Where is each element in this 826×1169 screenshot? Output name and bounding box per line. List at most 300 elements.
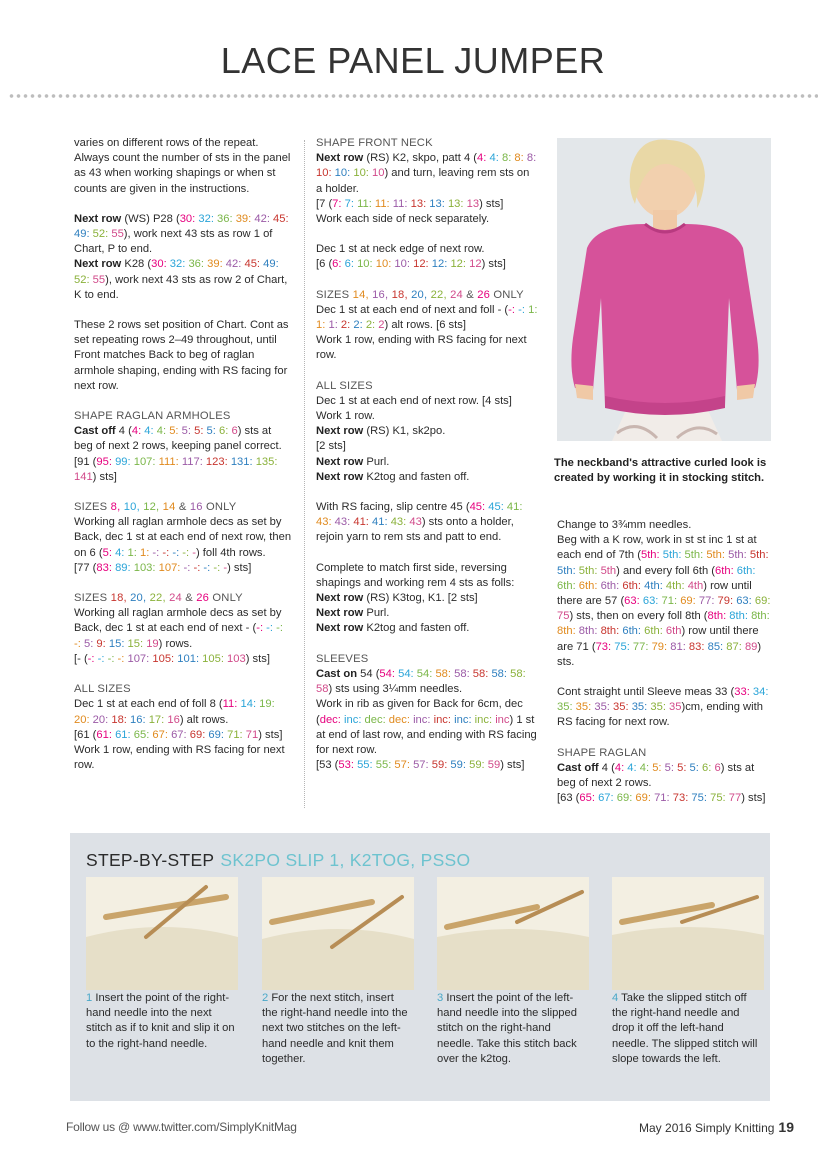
size-value: 63 (624, 595, 637, 608)
size-value: 35 (613, 701, 626, 714)
size-value: 6 (714, 761, 721, 774)
size-value: 34 (752, 686, 766, 699)
size-value: 77 (632, 640, 646, 653)
jumper-photo-illustration (557, 138, 771, 441)
size-value: 79 (717, 595, 730, 608)
size-value: 10 (353, 167, 366, 180)
size-value: 13 (466, 197, 480, 210)
step-1-text: 1 Insert the point of the right-hand needle into the next stitch as if to knit and slip it on to the right-hand needle. (86, 992, 235, 1050)
size-value: 105 (152, 652, 172, 665)
size-value: - (203, 561, 208, 574)
size-value: 35 (650, 701, 663, 714)
size-value: 16 (372, 288, 385, 301)
size-value: 107 (133, 455, 153, 468)
size-value: - (87, 652, 92, 665)
step-1-knitting-illustration (86, 877, 238, 990)
neck-sep: Work each side of neck separately. (316, 213, 490, 226)
size-value: 71 (654, 792, 667, 805)
size-value: 12 (143, 501, 157, 514)
size-value: 13 (447, 197, 461, 210)
size-value: 2 (340, 319, 348, 332)
size-value: 15 (108, 637, 122, 650)
size-value: 20 (130, 592, 143, 605)
size-value: 41 (353, 516, 366, 529)
size-value: 58 (510, 667, 523, 680)
sleeve-cast-off-sts: [63 (65: 67: 69: 69: 71: 73: 75: 75: 77) sts] (557, 792, 766, 805)
size-value: 71 (227, 728, 240, 741)
size-value: 5 (102, 546, 109, 559)
size-value: 5th (640, 549, 657, 562)
size-value: - (518, 303, 522, 316)
step-by-step-title: STEP-BY-STEP SK2PO SLIP 1, K2TOG, PSSO (86, 850, 471, 870)
sizes-a-text: Working all raglan armhole decs as set by Back, dec 1 st at each end of next row, then on 6 (5: 4: 1: 1: -: -: -: -: -) foll 4th rows. (74, 516, 292, 559)
size-value: 55 (111, 228, 124, 241)
size-value: 11 (374, 197, 387, 210)
size-value: 101 (177, 652, 196, 665)
size-value: 42 (254, 212, 267, 225)
size-value: 83 (96, 561, 109, 574)
sizes-b-sts: [- (-: -: -: -: 107: 105: 101: 105: 103) sts] (74, 652, 270, 665)
sizes-b-text: Working all raglan armhole decs as set by Back, dec 1 st at each end of next - (-: -: -: -: 5: 9: 15: 15: 19) rows. (74, 607, 283, 650)
size-value: 1 (328, 319, 335, 332)
all-line-5: Next row Purl. (316, 455, 390, 468)
increase-text: Beg with a K row, work in st st inc 1 st at each end of 7th (5th: 5th: 5th: 5th: 5th: 5th: 5th: 5th: 5th) and every foll 6th (6th: 6th: 6th: 6th: 6th: 6th: 4th: 4th: 4th) row until there are 57 (63: 63: 71: 69: 77: 79: 63: 69: 75) sts, then on every foll 8th (8th: 8th: 8th: 8th: 8th: 8th: 6th: 6th: 6th) row until there are 71 (73: 75: 77: 79: 81: 83: 85: 87: 89) sts. (557, 534, 771, 668)
size-value: 73 (595, 640, 609, 653)
size-value: 65 (579, 792, 592, 805)
size-value: 59 (450, 759, 463, 772)
complete-line-1: Next row (RS) K3tog, K1. [2 sts] (316, 592, 478, 605)
size-value: dec (388, 713, 407, 726)
size-value: 5 (83, 637, 91, 650)
jumper-photo (557, 138, 771, 441)
size-value: 35 (669, 701, 682, 714)
size-value: 16 (189, 501, 203, 514)
size-value: 7 (344, 197, 351, 210)
size-value: 2 (378, 319, 385, 332)
neck-row: Next row (RS) K2, skpo, patt 4 (4: 4: 8: 8: 8: 10: 10: 10: 10) and turn, leaving rem sts on a holder. (316, 152, 537, 195)
size-value: 33 (734, 686, 747, 699)
size-value: 69 (189, 728, 203, 741)
size-value: 45 (273, 212, 286, 225)
size-value: 141 (74, 470, 93, 483)
size-value: 54 (416, 667, 430, 680)
size-value: 20 (74, 713, 87, 726)
size-value: 1 (528, 303, 535, 316)
size-value: 18 (111, 713, 124, 726)
page-number: 19 (778, 1119, 794, 1135)
size-value: 11 (357, 197, 369, 210)
size-value: 4 (627, 761, 634, 774)
size-value: 43 (334, 516, 348, 529)
all-line-1: Dec 1 st at each end of next row. [4 sts] (316, 394, 512, 407)
size-value: 73 (672, 792, 686, 805)
size-value: 117 (181, 455, 200, 468)
size-value: 22 (430, 288, 444, 301)
step-3-image (437, 877, 589, 990)
size-value: 57 (413, 759, 426, 772)
size-value: 81 (670, 640, 683, 653)
size-value: 22 (149, 592, 163, 605)
size-value: 58 (454, 667, 467, 680)
size-value: 13 (429, 197, 442, 210)
size-value: 103 (133, 561, 153, 574)
size-value: 5th (662, 549, 679, 562)
page-title: LACE PANEL JUMPER (220, 40, 606, 81)
size-value: 67 (598, 792, 611, 805)
size-value: 5 (206, 425, 213, 438)
size-value: 59 (487, 759, 501, 772)
size-value: 59 (469, 759, 482, 772)
complete-line-2: Next row Purl. (316, 607, 390, 620)
size-value: 59 (431, 759, 445, 772)
size-value: 58 (435, 667, 448, 680)
size-value: 41 (506, 501, 520, 514)
size-value: 5 (181, 425, 188, 438)
size-value: 55 (375, 759, 389, 772)
size-value: - (97, 652, 102, 665)
size-value: 5 (677, 761, 684, 774)
size-value: 77 (698, 595, 712, 608)
sleeves-heading: SLEEVES (316, 652, 369, 665)
size-value: 58 (472, 667, 486, 680)
size-value: 42 (225, 258, 239, 271)
size-value: dec (364, 713, 383, 726)
size-value: 95 (96, 455, 109, 468)
sizes-a-heading: SIZES 8, 10, 12, 14 & 16 ONLY (74, 501, 237, 514)
step-by-step-panel (70, 833, 770, 1101)
size-value: 6th (736, 564, 753, 577)
size-value: 65 (133, 728, 147, 741)
size-value: 69 (635, 792, 648, 805)
cast-off-row: Cast off 4 (4: 4: 4: 5: 5: 5: 5: 6: 6) sts at beg of next 2 rows, keeping panel correct. [91 (95: 99: 107: 111: 117: 123: 131: 135: 141) sts] (74, 425, 282, 483)
size-value: 4th (687, 579, 704, 592)
size-value: - (266, 622, 270, 635)
size-value: 8 (526, 152, 534, 165)
size-value: 6th (622, 579, 638, 592)
size-value: 39 (207, 258, 220, 271)
all-line-3: Next row (RS) K1, sk2po. (316, 425, 446, 438)
size-value: 8th (707, 610, 724, 623)
size-value: 87 (726, 640, 739, 653)
size-value: 5 (194, 425, 201, 438)
size-value: 11 (392, 197, 405, 210)
size-value: - (213, 561, 218, 574)
size-value: - (276, 622, 280, 635)
size-value: 85 (707, 640, 721, 653)
size-value: 12 (431, 258, 445, 271)
size-value: 39 (235, 212, 249, 225)
size-value: 107 (158, 561, 178, 574)
size-value: 10 (372, 167, 385, 180)
size-value: 8 (501, 152, 509, 165)
size-value: 19 (146, 637, 159, 650)
size-value: 5th (728, 549, 744, 562)
size-value: - (107, 652, 112, 665)
size-value: 8th (729, 610, 745, 623)
size-value: 6th (600, 579, 617, 592)
size-value: 83 (688, 640, 702, 653)
size-value: 12 (413, 258, 426, 271)
size-value: 16 (130, 713, 143, 726)
slip-text: With RS facing, slip centre 45 (45: 45: 41: 43: 43: 41: 41: 43: 43) sts onto a holder, rejoin yarn to rem sts and patt to end. (316, 501, 523, 544)
size-value: 35 (631, 701, 645, 714)
size-value: 35 (575, 701, 589, 714)
all-sizes-heading-2: ALL SIZES (316, 379, 373, 392)
raglan-heading: SHAPE RAGLAN ARMHOLES (74, 410, 231, 423)
size-value: 30 (151, 258, 164, 271)
size-value: 6th (622, 625, 638, 638)
column-divider-1 (304, 140, 305, 808)
all-sizes-sts: [61 (61: 61: 65: 67: 67: 69: 69: 71: 71) sts] (74, 728, 283, 741)
size-value: 36 (188, 258, 201, 271)
step-4-image (612, 877, 764, 990)
all-line-2: Work 1 row. (316, 410, 375, 423)
size-value: 4th (644, 579, 660, 592)
size-value: 53 (338, 759, 351, 772)
sleeve-cast-on: Cast on 54 (54: 54: 54: 58: 58: 58: 58: 58: 58) sts using 3¼mm needles. (316, 667, 526, 696)
size-value: 2 (365, 319, 373, 332)
size-value: 16 (167, 713, 180, 726)
size-value: 35 (557, 701, 570, 714)
size-value: 12 (450, 258, 463, 271)
size-value: 69 (208, 728, 221, 741)
size-value: 8th (557, 625, 573, 638)
size-value: 8th (600, 625, 617, 638)
size-value: 26 (477, 288, 491, 301)
size-value: 77 (728, 792, 742, 805)
size-value: 9 (96, 637, 103, 650)
size-value: 67 (152, 728, 165, 741)
change-needles: Change to 3¾mm needles. (557, 519, 692, 531)
all-sizes-heading: ALL SIZES (74, 683, 131, 696)
size-value: 61 (115, 728, 128, 741)
size-value: 10 (357, 258, 370, 271)
rib-text: Work in rib as given for Back for 6cm, dec (dec: inc: dec: dec: inc: inc: inc: inc: inc) 1 st at end of last row, and ending with RS facing for next row. (316, 698, 537, 756)
size-value: 45 (244, 258, 257, 271)
size-value: 57 (394, 759, 407, 772)
size-value: 6th (665, 625, 682, 638)
size-value: 5 (689, 761, 696, 774)
size-value: 32 (169, 258, 183, 271)
size-value: 103 (227, 652, 246, 665)
size-value: 8 (514, 152, 521, 165)
size-value: 89 (115, 561, 128, 574)
size-value: 13 (410, 197, 424, 210)
size-value: 1 (127, 546, 134, 559)
sizes-end: Work 1 row, ending with RS facing for next row. (316, 334, 527, 362)
size-value: 12 (469, 258, 482, 271)
size-value: 1 (316, 319, 323, 332)
sizes-a-sts: [77 (83: 89: 103: 107: -: -: -: -: -) sts] (74, 561, 252, 574)
size-value: 89 (744, 640, 758, 653)
size-value: 1 (139, 546, 147, 559)
size-value: 4 (477, 152, 484, 165)
size-value: 55 (357, 759, 370, 772)
complete-line-3: Next row K2tog and fasten off. (316, 622, 470, 635)
size-value: 10 (123, 501, 137, 514)
size-value: 6 (332, 258, 339, 271)
size-value: 52 (92, 228, 106, 241)
size-value: 54 (398, 667, 411, 680)
complete-text: Complete to match first side, reversing shapings and working rem 4 sts as folls: (316, 561, 515, 589)
neck-sts: [7 (7: 7: 11: 11: 11: 13: 13: 13: 13) sts] (316, 197, 504, 210)
size-value: 49 (263, 258, 276, 271)
size-value: 4 (115, 546, 122, 559)
size-value: inc (413, 713, 428, 726)
size-value: 17 (148, 713, 162, 726)
size-value: 10 (334, 167, 348, 180)
column-2 (316, 136, 538, 773)
size-value: 111 (158, 455, 176, 468)
size-value: 10 (394, 258, 407, 271)
size-value: - (256, 622, 260, 635)
size-value: 6th (644, 625, 660, 638)
size-value: 4 (156, 425, 163, 438)
set-text: These 2 rows set position of Chart. Cont as set repeating rows 2–49 throughout, until Front matches Back to beg of raglan armhole shaping, ending with RS facing for next row. (74, 319, 289, 392)
sizes-b-heading: SIZES 18, 20, 22, 24 & 26 ONLY (74, 592, 243, 605)
size-value: - (192, 546, 196, 559)
size-value: 75 (710, 792, 723, 805)
all-line-4: [2 sts] (316, 440, 346, 453)
size-value: 36 (217, 212, 230, 225)
size-value: 52 (74, 273, 87, 286)
size-value: 107 (127, 652, 147, 665)
size-value: - (172, 546, 177, 559)
size-value: 5th (557, 564, 573, 577)
step-3-text: 3 Insert the point of the left-hand needle into the slipped stitch on the right-hand needle. Take this stitch back over the k2tog. (437, 992, 577, 1065)
size-value: inc (474, 713, 489, 726)
size-value: 4th (665, 579, 682, 592)
cont-text: Cont straight until Sleeve meas 33 (33: 34: 35: 35: 35: 35: 35: 35: 35)cm, ending with RS facing for next row. (557, 686, 769, 729)
size-value: 63 (642, 595, 656, 608)
size-value: 2 (353, 319, 360, 332)
size-value: 5 (664, 761, 671, 774)
size-value: 75 (691, 792, 704, 805)
size-value: - (74, 637, 78, 650)
size-value: 58 (316, 683, 329, 696)
column-1 (74, 136, 292, 773)
size-value: 69 (680, 595, 693, 608)
size-value: 58 (491, 667, 504, 680)
size-value: 54 (379, 667, 392, 680)
size-value: 18 (391, 288, 405, 301)
size-value: 49 (74, 228, 87, 241)
size-value: 67 (171, 728, 184, 741)
all-sizes-text: Dec 1 st at each end of foll 8 (11: 14: 19: 20: 20: 18: 16: 17: 16) alt rows. (74, 698, 275, 726)
size-value: 105 (202, 652, 221, 665)
sizes-text: Dec 1 st at each end of next and foll - (-: -: 1: 1: 1: 2: 2: 2: 2) alt rows. [6 sts] (316, 303, 538, 332)
footer-issue: May 2016 Simply Knitting 19 (639, 1119, 794, 1135)
size-value: 6 (702, 761, 709, 774)
size-value: - (223, 561, 228, 574)
size-value: 24 (169, 592, 182, 605)
size-value: 135 (255, 455, 275, 468)
size-value: 19 (259, 698, 272, 711)
size-value: 43 (390, 516, 404, 529)
size-value: 11 (222, 698, 235, 711)
size-value: 69 (616, 792, 630, 805)
size-value: 32 (198, 212, 211, 225)
intro-text: varies on different rows of the repeat. Always count the number of sts in the panel as 43 when working shapings or when st counts are given in the instructions. (74, 137, 291, 195)
size-value: 43 (316, 516, 329, 529)
size-value: 15 (127, 637, 140, 650)
size-value: 75 (557, 610, 570, 623)
size-value: 10 (375, 258, 389, 271)
size-value: 45 (488, 501, 501, 514)
front-neck-heading: SHAPE FRONT NECK (316, 137, 433, 149)
size-value: 6 (344, 258, 351, 271)
size-value: 71 (245, 728, 259, 741)
size-value: 14 (352, 288, 366, 301)
size-value: 8th (751, 610, 767, 623)
rs-row: Next row K28 (30: 32: 36: 39: 42: 45: 49: 52: 55), work next 43 sts as row 2 of Chart, K to end. (74, 258, 288, 301)
size-value: 5th (578, 564, 595, 577)
sizes-heading: SIZES 14, 16, 18, 20, 22, 24 & 26 ONLY (316, 288, 524, 301)
size-value: 4 (131, 425, 139, 438)
size-value: 6th (715, 564, 731, 577)
column-3 (557, 518, 773, 806)
rib-sts: [53 (53: 55: 55: 57: 57: 59: 59: 59: 59) sts] (316, 759, 525, 772)
size-value: - (162, 546, 167, 559)
size-value: - (193, 561, 198, 574)
size-value: 45 (469, 501, 483, 514)
footer-twitter[interactable]: Follow us @ www.twitter.com/SimplyKnitMag (66, 1120, 297, 1134)
size-value: - (183, 561, 188, 574)
size-value: 24 (450, 288, 463, 301)
size-value: 30 (179, 212, 193, 225)
size-value: 5th (706, 549, 722, 562)
size-value: inc (495, 713, 510, 726)
size-value: 5th (749, 549, 766, 562)
step-4-text: 4 Take the slipped stitch off the right-hand needle and drop it off the left-hand needle. The slipped stitch will slope towards the left. (612, 992, 758, 1065)
size-value: 4 (614, 761, 622, 774)
sleeve-raglan-heading: SHAPE RAGLAN (557, 746, 647, 759)
size-value: 4 (144, 425, 151, 438)
size-value: 79 (651, 640, 665, 653)
size-value: inc (344, 713, 359, 726)
size-value: 5th (600, 564, 617, 577)
dec-text: Dec 1 st at neck edge of next row. (316, 243, 485, 256)
size-value: 71 (661, 595, 674, 608)
size-value: 8th (578, 625, 595, 638)
size-value: 61 (96, 728, 109, 741)
size-value: 5 (652, 761, 659, 774)
size-value: 14 (162, 501, 176, 514)
size-value: 6th (557, 579, 573, 592)
size-value: 69 (754, 595, 768, 608)
size-value: 14 (240, 698, 253, 711)
size-value: 63 (736, 595, 749, 608)
size-value: dec (319, 713, 338, 726)
size-value: 5 (169, 425, 176, 438)
size-value: 131 (230, 455, 250, 468)
size-value: 6 (231, 425, 238, 438)
size-value: 55 (92, 273, 106, 286)
step-2-image (262, 877, 414, 990)
step-1-image (86, 877, 238, 990)
size-value: - (508, 303, 512, 316)
size-value: - (182, 546, 187, 559)
size-value: 20 (411, 288, 424, 301)
dotted-divider (8, 93, 818, 99)
size-value: - (117, 652, 122, 665)
dec-sts: [6 (6: 6: 10: 10: 10: 12: 12: 12: 12) sts] (316, 258, 506, 271)
size-value: 7 (332, 197, 339, 210)
step-2-text: 2 For the next stitch, insert the right-hand needle into the next two stitches on the left-hand needle and knit them together. (262, 992, 408, 1065)
step-3-knitting-illustration (437, 877, 589, 990)
size-value: 43 (409, 516, 422, 529)
size-value: 99 (115, 455, 128, 468)
